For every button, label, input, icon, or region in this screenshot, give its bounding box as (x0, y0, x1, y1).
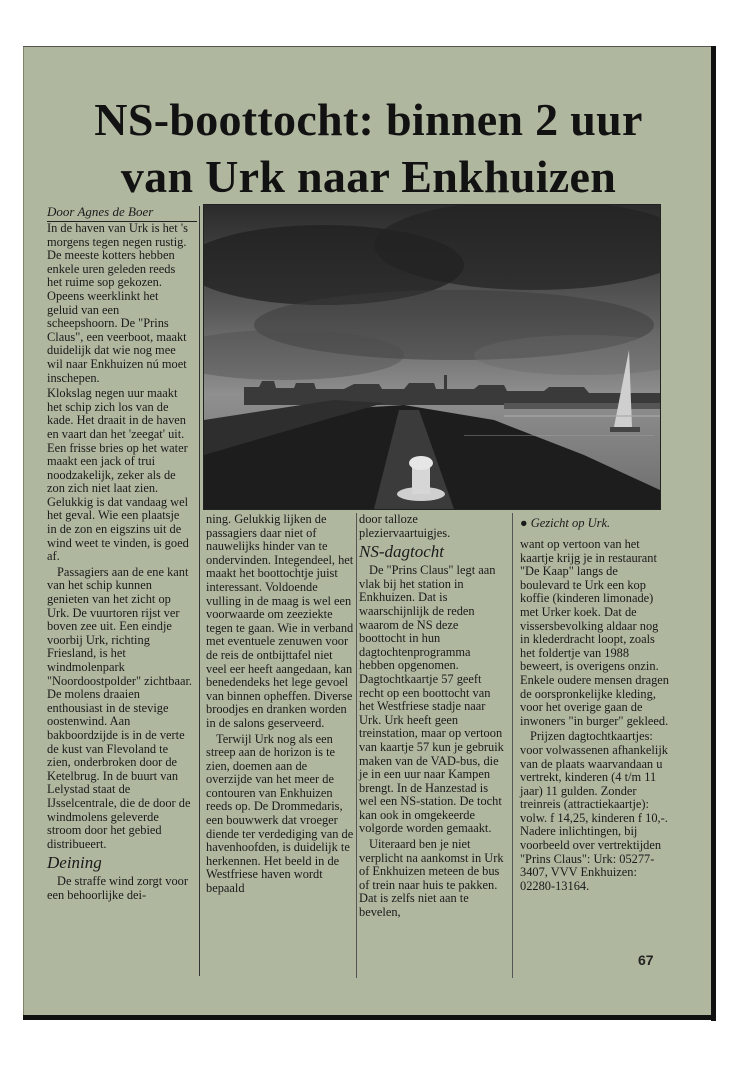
subheading-ns-dagtocht: NS-dagtocht (359, 542, 444, 562)
paragraph: want op vertoon van het kaartje krijg je in restaurant "De Kaap" langs de boulevard te Urk een kop koffie (kinderen limonade) met Urker koek. Dat de vissersbevolking aldaar nog in klederdracht loopt, zoals het foldertje van 1988 beweert, is overigens onzin. Enkele oudere mensen dragen de oorspronkelijke kleding, voor het overige gaan de inwoners "in burger" gekleed. (520, 537, 669, 728)
column-rule (356, 513, 357, 978)
caption-text: Gezicht op Urk. (530, 516, 611, 530)
paragraph: In de haven van Urk is het 's morgens tegen negen rustig. De meeste kotters hebben enkele uren geleden reeds het ruime sop gekozen. Opeens weerklinkt het geluid van een scheepshoorn. De "Prins Claus", een veerboot, maakt duidelijk dat wie nog mee wil naar Enkhuizen nú moet inschepen. (47, 221, 188, 385)
paragraph: De "Prins Claus" legt aan vlak bij het station in Enkhuizen. Dat is waarschijnlijk de reden waarom de NS deze boottocht in hun dagtochtenprogramma hebben opgenomen. Dagtochtkaartje 57 geeft recht op een boottocht van het Westfriese stadje naar Urk. Urk heeft geen treinstation, maar op vertoon van kaartje 57 kun je gebruik maken van de VAD-bus, die je in een uur naar Kampen brengt. In de Hanzestad is wel een NS-station. De tocht kan ook in omgekeerde volgorde worden gemaakt. (359, 563, 504, 836)
article-column-2 (206, 513, 354, 898)
paragraph: Terwijl Urk nog als een streep aan de horizon is te zien, doemen aan de overzijde van het meer de contouren van Enkhuizen reeds op. De Drommedaris, een bouwwerk dat vroeger diende ter verdediging van de havenhoofden, is duidelijk te herkennen. Het beeld in de Westfriese haven wordt bepaald (206, 731, 354, 896)
photo-caption (520, 516, 680, 531)
page-number: 67 (638, 952, 654, 968)
paragraph: Uiteraard ben je niet verplicht na aankomst in Urk of Enkhuizen meteen de bus of trein naar huis te pakken. Dat is zelfs niet aan te bevelen, (359, 837, 504, 920)
subheading-deining: Deining (47, 853, 102, 873)
article-column-1 (47, 222, 192, 905)
paragraph: Prijzen dagtochtkaartjes: voor volwassenen afhankelijk van de plaats waarvandaan u vertrekt, kinderen (4 t/m 11 jaar) 11 gulden. Zonder treinreis (attractiekaartje): volw. f 14,25, kinderen f 10,-. Nadere inlichtingen, bij voorbeeld over vertrektijden "Prins Claus": Urk: 05277-3407, VVV Enkhuizen: 02280-13164. (520, 729, 668, 893)
headline-line-1: NS-boottocht: binnen 2 uur (94, 94, 643, 145)
article-column-3 (359, 513, 507, 922)
paragraph: Klokslag negen uur maakt het schip zich los van de kade. Het draait in de haven en vaart dan het 'zeegat' uit. Een frisse bries op het water maakt een jack of trui noodzakelijk, zeker als de zon zich niet laat zien. Gelukkig is dat vandaag wel het geval. Wie een plaatsje in de zon en eigszins uit de wind weet te vinden, is goed af. (47, 386, 189, 564)
byline: Door Agnes de Boer (47, 204, 197, 222)
column-rule (512, 513, 513, 978)
paragraph: door talloze pleziervaartuigjes. (359, 512, 451, 540)
headline-line-2: van Urk naar Enkhuizen (120, 151, 617, 202)
bullet-icon: ● (520, 516, 528, 530)
paragraph: De straffe wind zorgt voor een behoorlijke dei- (47, 874, 188, 902)
column-rule (199, 206, 200, 976)
paragraph: Passagiers aan de ene kant van het schip kunnen genieten van het zicht op Urk. De vuurtoren rijst ver boven zee uit. Een eindje voorbij Urk, richting Friesland, is het windmolenpark "Noordoostpolder" zichtbaar. De molens draaien enthousiast in de stevige oostenwind. Aan bakboordzijde is in de verte de kust van Flevoland te zien, onderbroken door de Ketelbrug. In de buurt van Lelystad staat de IJsselcentrale, die de door de windmolens geleverde stroom door het gebied distribueert. (47, 564, 192, 851)
article-column-4 (520, 538, 670, 895)
page-edge (23, 46, 716, 47)
harbor-photo (203, 204, 661, 510)
page-edge (711, 46, 716, 1021)
harbor-photo-image (204, 205, 660, 509)
paragraph: ning. Gelukkig lijken de passagiers daar niet of nauwelijks hinder van te ondervinden. Integendeel, het maakt het boottochtje juist interessant. Voldoende vulling in de maag is wel een voorwaarde om zeeziekte tegen te gaan. Wie in verband met eventuele zenuwen voor de reis de ontbijttafel niet veel eer heeft aangedaan, kan benedendeks het lege gevoel van binnen opheffen. Diverse broodjes en dranken worden in de salons geserveerd. (206, 512, 354, 730)
page-edge (23, 1015, 716, 1020)
magazine-page (23, 46, 714, 1018)
